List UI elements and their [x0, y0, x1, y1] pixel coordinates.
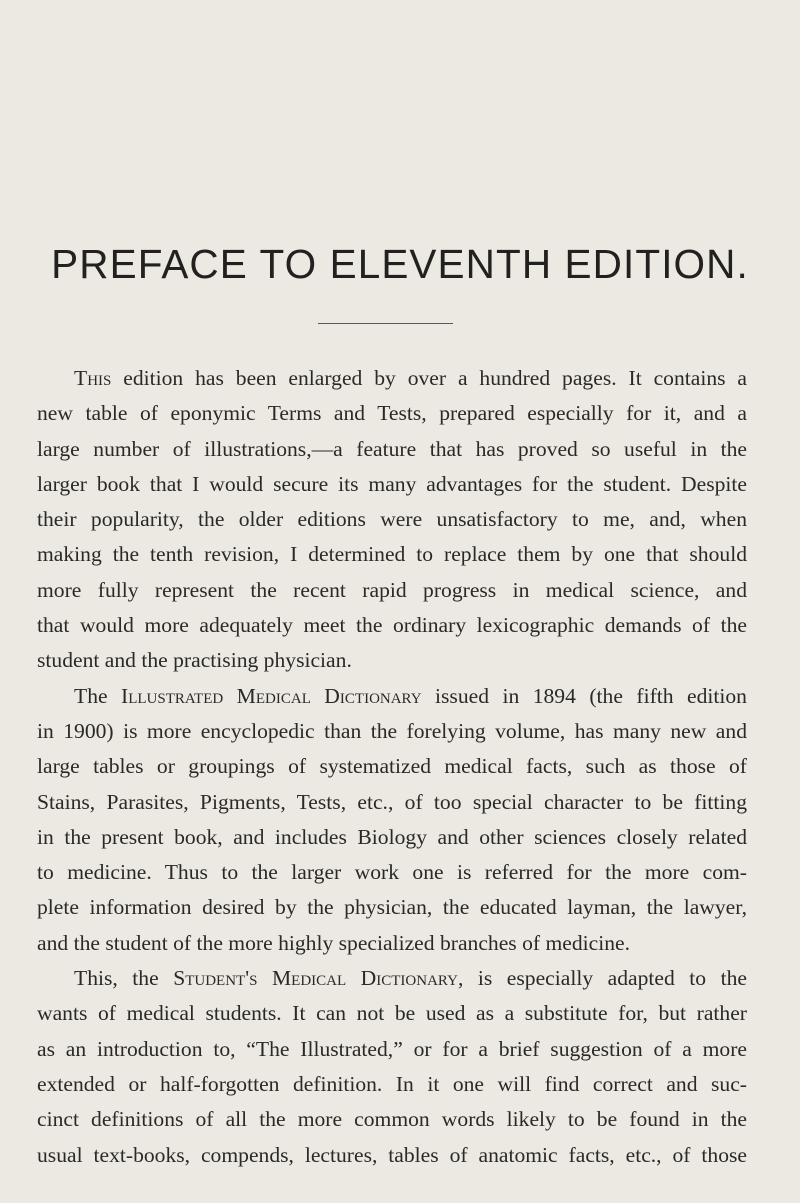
paragraph-2: [37, 679, 747, 961]
paragraph-1: [37, 361, 747, 679]
text-line: [37, 679, 747, 714]
line-text: edition has been enlarged by over a hundred pages. It contains a: [111, 366, 747, 390]
text-line: wants of medical students. It can not be used as a substitute for, but rather: [37, 1001, 747, 1026]
preface-heading: PREFACE TO ELEVENTH EDITION.: [51, 241, 749, 287]
small-caps-title: Illustrated Medical Dictionary: [121, 683, 422, 708]
text-line: as an introduction to, “The Illustrated,” or for a brief suggestion of a more: [37, 1036, 747, 1061]
text-line: new table of eponymic Terms and Tests, prepared especially for it, and a: [37, 401, 747, 426]
paragraph-3: [37, 961, 747, 1173]
text-line: to medicine. Thus to the larger work one is referred for the more com-: [37, 860, 747, 885]
text-line: large tables or groupings of systematized medical facts, such as those of: [37, 754, 747, 779]
text-line: plete information desired by the physician, the educated layman, the lawyer,: [37, 895, 747, 920]
text-line: more fully represent the recent rapid progress in medical science, and: [37, 577, 747, 602]
heading-divider: [318, 323, 453, 324]
small-caps-lead: This: [74, 366, 112, 390]
text-line: making the tenth revision, I determined to replace them by one that should: [37, 542, 747, 567]
line-text: The: [74, 683, 122, 708]
text-line: [37, 961, 747, 996]
line-text: , is especially adapted to the: [457, 966, 747, 991]
text-line: extended or half-forgotten definition. In it one will find correct and suc-: [37, 1071, 747, 1096]
text-line: large number of illustrations,—a feature that has proved so useful in the: [37, 436, 747, 461]
text-line: larger book that I would secure its many advantages for the student. Despite: [37, 471, 747, 496]
text-line: their popularity, the older editions were unsatisfactory to me, and, when: [37, 507, 747, 532]
line-text: issued in 1894 (the fifth edition: [421, 683, 747, 708]
text-line: and the student of the more highly specialized branches of medicine.: [37, 930, 631, 955]
text-line: cinct definitions of all the more common words likely to be found in the: [37, 1107, 747, 1132]
small-caps-title: Student's Medical Dictionary: [173, 966, 458, 991]
line-text: This, the: [74, 966, 174, 991]
preface-body: [37, 361, 747, 1173]
text-line: in 1900) is more encyclopedic than the forelying volume, has many new and: [37, 718, 747, 743]
text-line: Stains, Parasites, Pigments, Tests, etc., of too special character to be fitting: [37, 789, 747, 814]
text-line: usual text-books, compends, lectures, tables of anatomic facts, etc., of those: [37, 1142, 747, 1167]
text-line: in the present book, and includes Biology and other sciences closely related: [37, 824, 747, 849]
text-line: [37, 361, 747, 396]
text-line: that would more adequately meet the ordinary lexicographic demands of the: [37, 613, 747, 638]
text-line: student and the practising physician.: [37, 648, 352, 673]
